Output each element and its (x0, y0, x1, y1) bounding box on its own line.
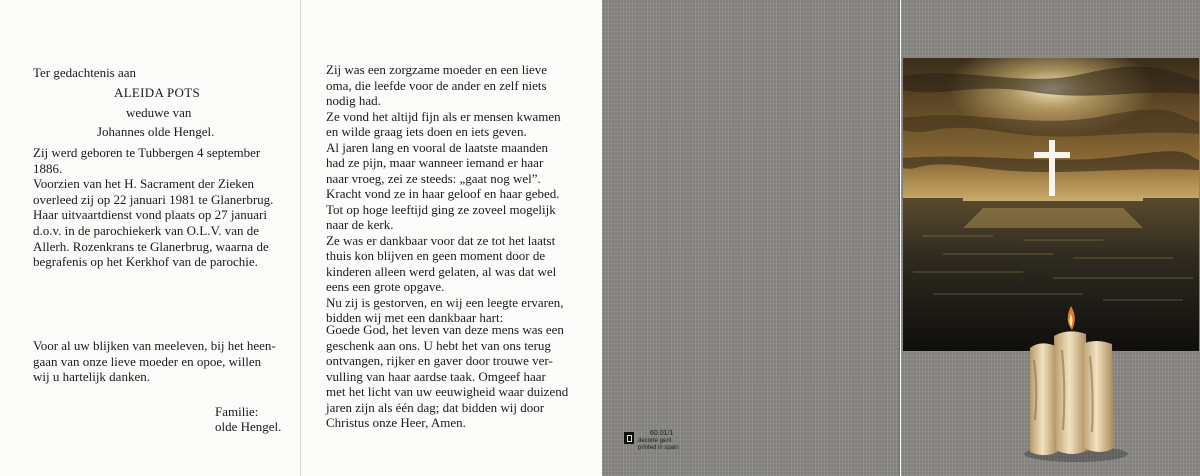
eulogy-line: Kracht vond ze in haar geloof en haar gebed. (326, 186, 560, 201)
front-cover (901, 0, 1200, 476)
eulogy-line: eens een grote opgave. (326, 279, 445, 294)
eulogy-line: Ze vond het altijd fijn als er mensen kwamen (326, 108, 561, 124)
eulogy-line: Tot op hoge leeftijd ging ze zoveel mogelijk (326, 201, 556, 217)
eulogy-line: kinderen alleen werd gelaten, al was dat wel (326, 263, 557, 279)
relation-text: weduwe van (126, 105, 192, 120)
card-code: 60.01/1 (650, 430, 674, 437)
prayer-line: met het licht van uw eeuwigheid waar duizend (326, 384, 569, 399)
publisher-logo-icon (624, 432, 634, 444)
prayer-paragraph (326, 322, 568, 431)
bio-line: 1886. (33, 160, 63, 176)
family-name: olde Hengel. (215, 419, 282, 434)
bio-line: Haar uitvaartdienst vond plaats op 27 januari (33, 207, 267, 223)
printed-in: printed in spain (638, 445, 679, 451)
bio-line: Voorzien van het H. Sacrament der Zieken (33, 176, 255, 192)
prayer-line: vulling van haar aardse taak. Omgeef haar (326, 368, 546, 384)
publisher-name: decorte gent (638, 438, 672, 444)
eulogy-line: thuis kon blijven en geen moment door de (326, 248, 546, 263)
bio-line: Allerh. Rozenkrans te Glanerbrug, waarna de (33, 238, 269, 254)
thanks-line: gaan van onze lieve moeder en opoe, willen (33, 353, 262, 369)
bio-line: d.o.v. in de parochiekerk van O.L.V. van de (33, 222, 259, 238)
back-cover (602, 0, 900, 476)
eulogy-line: Al jaren lang en vooral de laatste maanden (326, 139, 548, 155)
left-inner-page (0, 0, 301, 476)
prayer-line: Goede God, het leven van deze mens was een (326, 322, 564, 337)
bio-line: overleed zij op 22 januari 1981 te Glanerbrug. (33, 191, 274, 207)
prayer-line: jaren zijn als één dag; dat bidden wij door (326, 399, 545, 415)
prayer-line: Christus onze Heer, Amen. (326, 415, 466, 430)
bio-line: Zij werd geboren te Tubbergen 4 september (33, 145, 261, 160)
intro-text: Ter gedachtenis aan (33, 65, 137, 80)
prayer-line: geschenk aan ons. U hebt het van ons terug (326, 337, 551, 353)
eulogy-paragraph (326, 62, 564, 326)
thanks-paragraph (33, 338, 276, 385)
middle-inner-page (302, 0, 602, 476)
biography-paragraph (33, 145, 273, 270)
eulogy-line: naar vroeg, zei ze steeds: „gaat nog wel”. (326, 170, 541, 186)
eulogy-line: Zij was een zorgzame moeder en een lieve (326, 62, 548, 77)
spouse-name: Johannes olde Hengel. (97, 124, 215, 139)
thanks-line: Voor al uw blijken van meeleven, bij het heen- (33, 338, 276, 353)
eulogy-line: en wilde graag iets doen en iets geven. (326, 124, 527, 139)
eulogy-line: naar de kerk. (326, 217, 394, 232)
thanks-line: wij u hartelijk danken. (33, 369, 150, 385)
eulogy-line: oma, die leefde voor de ander en zelf niets (326, 77, 547, 93)
family-label: Familie: (215, 404, 259, 419)
bio-line: begrafenis op het Kerkhof van de parochie. (33, 254, 258, 270)
prayer-line: ontvangen, rijker en gaver door trouwe ver- (326, 353, 553, 368)
eulogy-line: bidden wij met een dankbaar hart: (326, 310, 504, 325)
deceased-name: ALEIDA POTS (114, 85, 200, 100)
eulogy-line: had ze pijn, maar wanneer iemand er haar (326, 155, 544, 170)
eulogy-line: Ze was er dankbaar voor dat ze tot het laatst (326, 232, 556, 248)
eulogy-line: Nu zij is gestorven, en wij een leegte ervaren, (326, 294, 564, 310)
eulogy-line: nodig had. (326, 93, 381, 108)
candles-icon (1016, 300, 1136, 470)
